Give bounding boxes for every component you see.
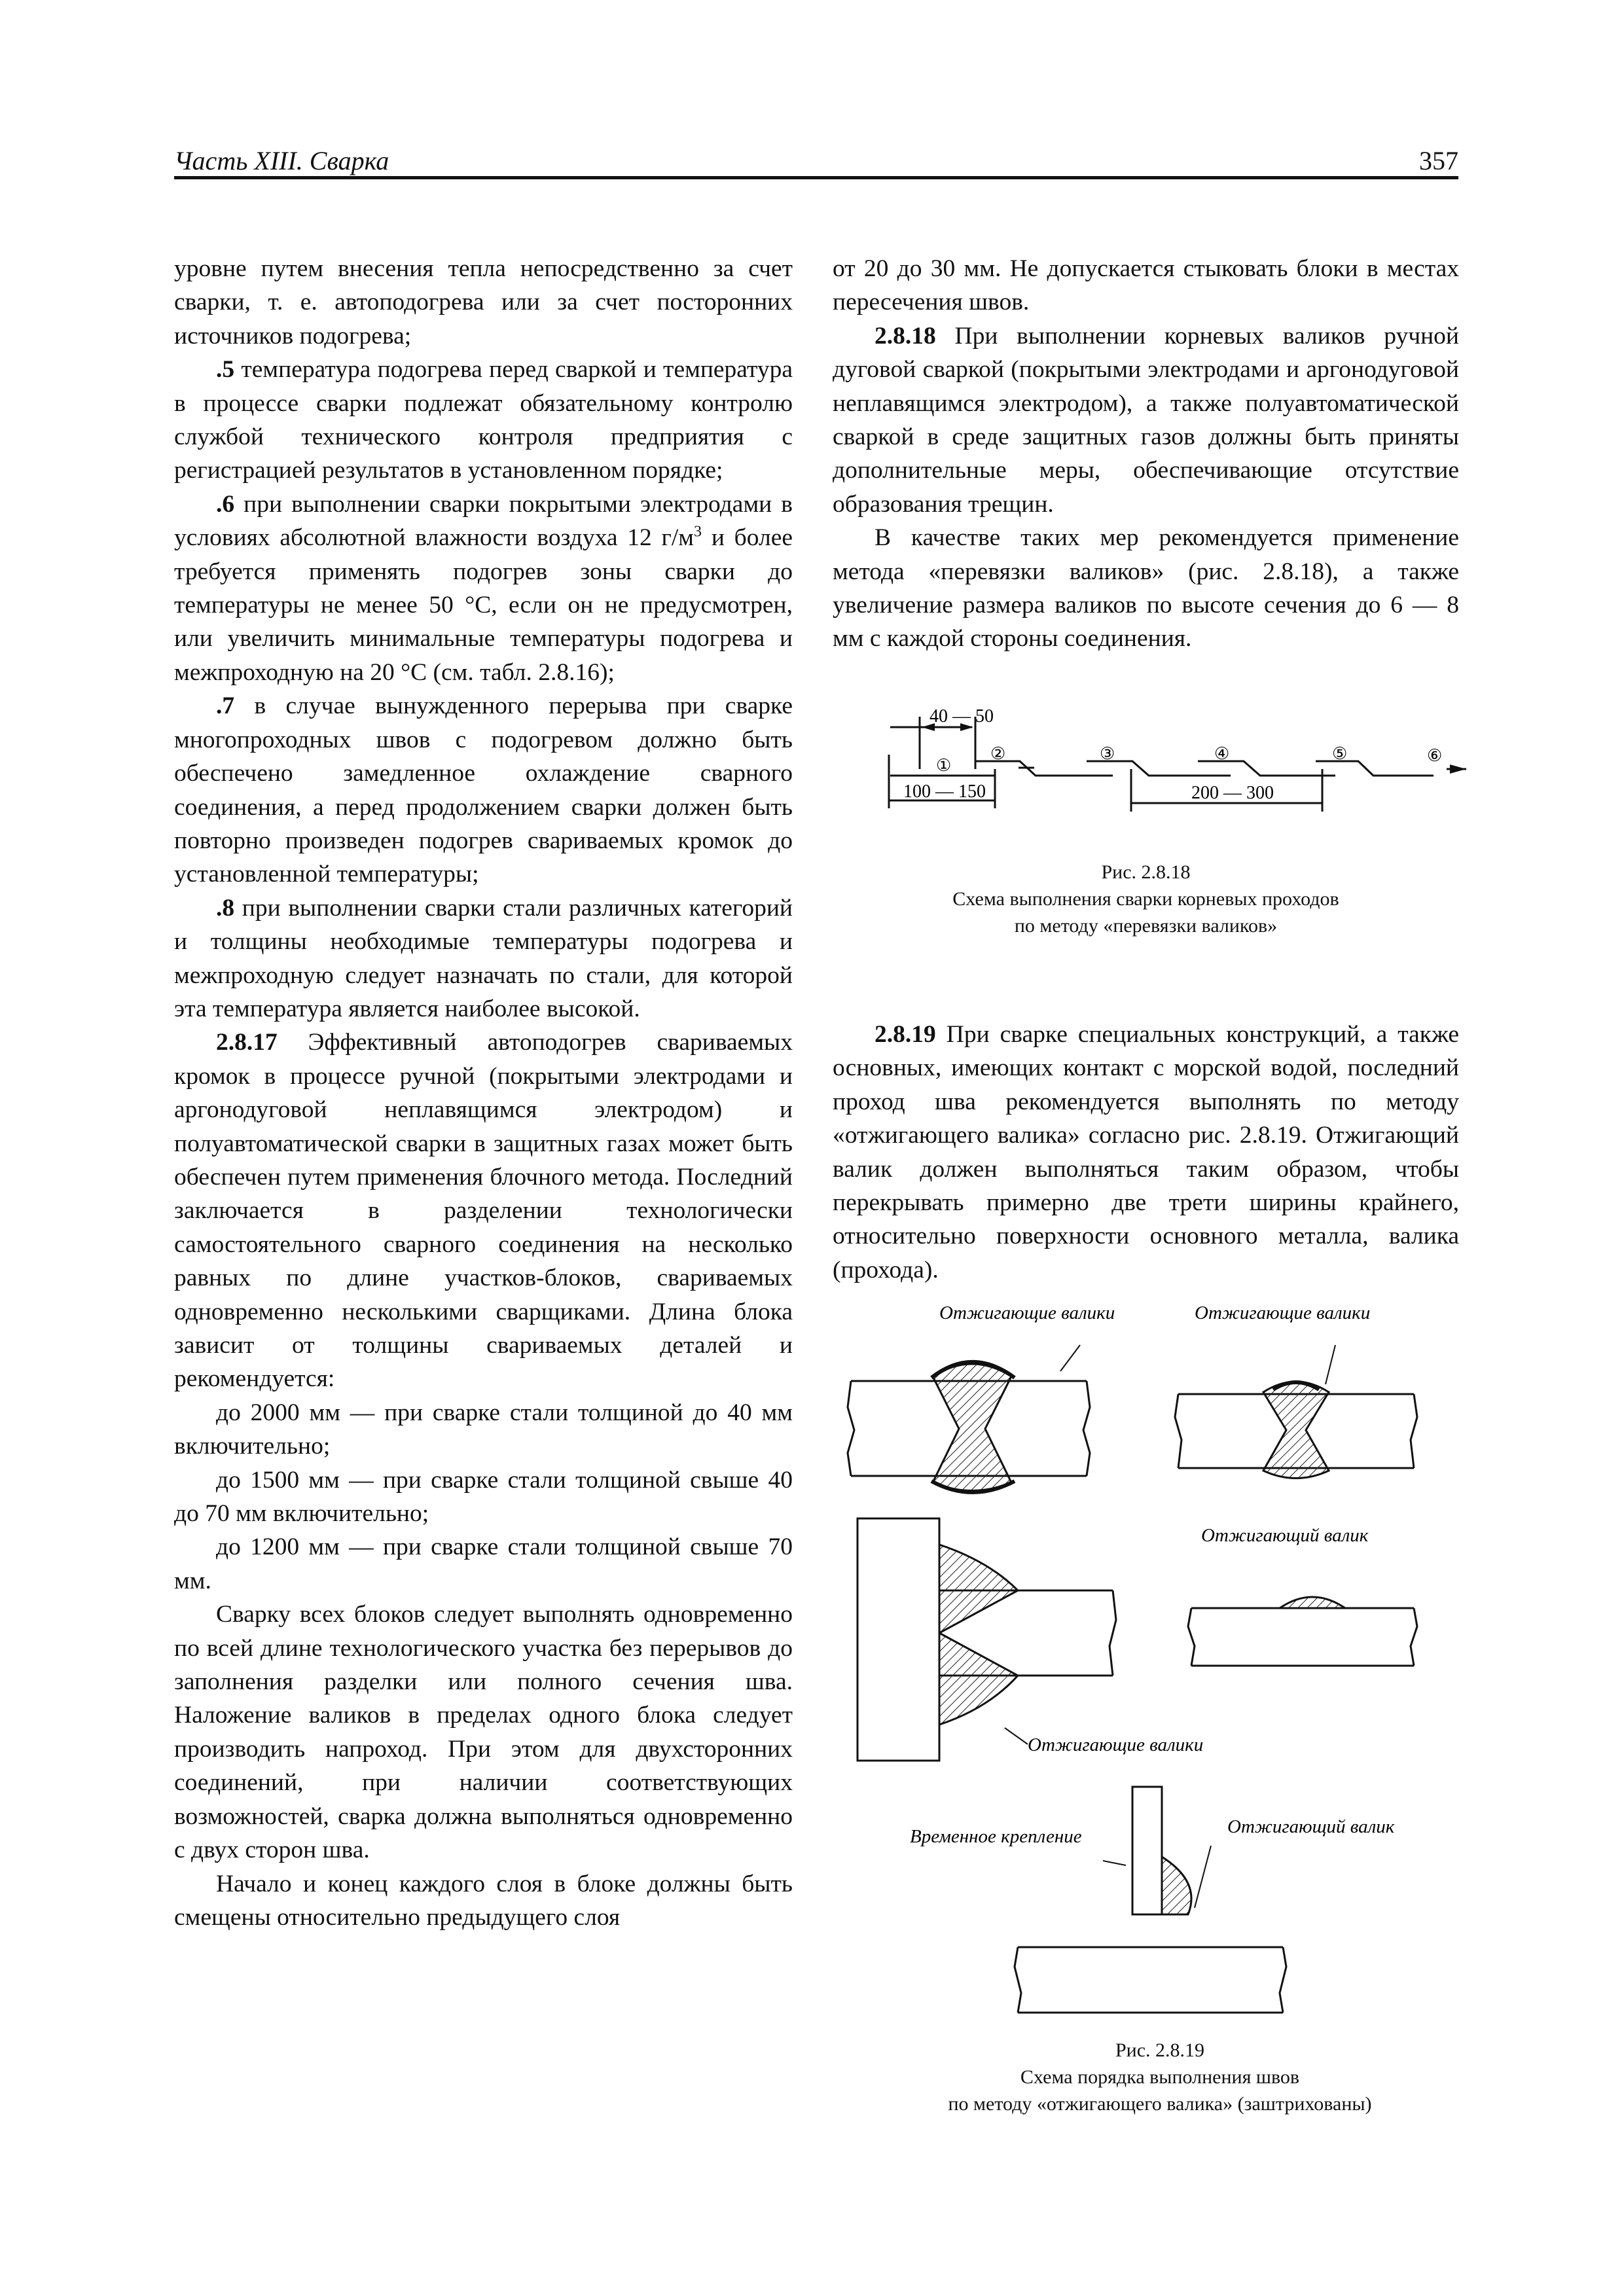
section-2-8-18: 2.8.18 При выполнении корневых валиков ручной дуговой сваркой (покрытыми электродами и аргонодуговой неплавящимся электродом), а также полуавтоматической сваркой в среде защитных газов должны быть приняты дополнительные меры, обеспечивающие отсутствие образования трещин.: [833, 322, 1459, 518]
marker-6: ⑥: [1427, 746, 1443, 765]
paragraph: В качестве таких мер рекомендуется применение метода «перевязки валиков» (рис. 2.8.18), а также увеличение размера валиков по высоте сечения до 6 — 8 мм с каждой стороны соединения.: [833, 524, 1459, 653]
paragraph: от 20 до 30 мм. Не допускается стыковать блоки в местах пересечения швов.: [833, 255, 1459, 316]
label-annealing-beads-d: Отжигающие валики: [1028, 1734, 1204, 1755]
paragraph: Сварку всех блоков следует выполнять одновременно по всей длине технологического участка без перерывов до заполнения разделки или полного сечения шва. Наложение валиков в пределах одного блока следует производить напроход. При этом для двухсторонних соединений, при наличии соответствующих возможностей, сварка должна выполняться одновременно с двух сторон шва.: [174, 1601, 793, 1864]
block-length-1: до 2000 мм — при сварке стали толщиной до 40 мм включительно;: [174, 1399, 793, 1460]
block-length-2: до 1500 мм — при сварке стали толщиной свыше 40 до 70 мм включительно;: [174, 1466, 793, 1528]
paragraph: уровне путем внесения тепла непосредственно за счет сварки, т. е. автоподогрева или за счет посторонних источников подогрева;: [174, 255, 793, 350]
page-number: 357: [1419, 146, 1458, 175]
list-item-6: .6 при выполнении сварки покрытыми электродами в условиях абсолютной влажности воздуха 12 $г/м^3$ и более требуется применять подогрев зоны сварки до температуры не менее 50 °С, если он не предусмотрен, или увеличить минимальные температуры подогрева и межпроходную на 20 °С (см. табл. 2.8.16);: [174, 490, 793, 686]
label-temporary-fixture: Временное крепление: [910, 1826, 1082, 1847]
marker-2: ②: [990, 744, 1006, 763]
list-item-5: .5 температура подогрева перед сваркой и температура в процессе сварки подлежат обязательному контролю службой технического контроля предприятия с регистрацией результатов в установленном порядке;: [174, 356, 793, 484]
figure-2-8-19: [838, 1299, 1466, 2019]
right-column-mid: [833, 1018, 1459, 1287]
annealing-bead-diagram: [838, 1299, 1466, 2019]
label-annealing-beads-a: Отжигающие валики: [939, 1302, 1115, 1323]
section-2-8-17: 2.8.17 Эффективный автоподогрев свариваемых кромок в процессе ручной (покрытыми электродами и аргонодуговой неплавящимся электродом) и полуавтоматической сварки в защитных газах может быть обеспечен путем применения блочного метода. Последний заключается в разделении технологически самостоятельного сварного соединения на несколько равных по длине участков-блоков, свариваемых одновременно несколькими сварщиками. Длина блока зависит от толщины свариваемых деталей и рекомендуется:: [174, 1029, 793, 1393]
label-annealing-bead-f: Отжигающий валик: [1227, 1816, 1395, 1837]
marker-3: ③: [1100, 744, 1115, 763]
list-item-8: .8 при выполнении сварки стали различных категорий и толщины необходимые температуры подогрева и межпроходную следует назначать по стали, для которой эта температура является наиболее высокой.: [174, 894, 793, 1022]
dim-right-label: 200 — 300: [1191, 783, 1274, 803]
marker-5: ⑤: [1332, 744, 1348, 763]
page-header: [174, 140, 1458, 179]
dim-top-label: 40 — 50: [929, 706, 994, 726]
header-rule: [174, 176, 1458, 179]
list-item-7: .7 в случае вынужденного перерыва при сварке многопроходных швов с подогревом должно быть обеспечено замедленное охлаждение сварного соединения, а перед продолжением сварки должен быть повторно произведен подогрев свариваемых кромок до установленной температуры;: [174, 692, 793, 888]
label-annealing-beads-b: Отжигающие валики: [1195, 1302, 1371, 1323]
figure-2-8-18: [864, 697, 1466, 828]
block-length-3: до 1200 мм — при сварке стали толщиной свыше 70 мм.: [174, 1534, 793, 1594]
dim-left-label: 100 — 150: [903, 781, 986, 802]
section-2-8-19: 2.8.19 При сварке специальных конструкций, а также основных, имеющих контакт с морской водой, последний проход шва рекомендуется выполнять по методу «отжигающего валика» согласно рис. 2.8.19. Отжигающий валик должен выполняться таким образом, чтобы перекрывать примерно две трети ширины крайнего, относительно поверхности основного металла, валика (прохода).: [833, 1021, 1459, 1283]
figure-2-8-19-caption: Рис. 2.8.19 Схема порядка выполнения швов по методу «отжигающего валика» (заштрихованы): [948, 2039, 1372, 2115]
marker-1: ①: [936, 756, 952, 775]
label-annealing-bead-c: Отжигающий валик: [1201, 1525, 1369, 1546]
marker-4: ④: [1214, 744, 1230, 763]
figure-2-8-18-caption: Рис. 2.8.18 Схема выполнения сварки корневых проходов по методу «перевязки валиков»: [952, 861, 1339, 937]
paragraph: Начало и конец каждого слоя в блоке должны быть смещены относительно предыдущего слоя: [174, 1870, 793, 1931]
running-title: Часть XIII. Сварка: [174, 146, 389, 175]
right-column-top: [833, 252, 1459, 656]
root-pass-diagram: [864, 697, 1466, 828]
left-column: [174, 252, 793, 1934]
